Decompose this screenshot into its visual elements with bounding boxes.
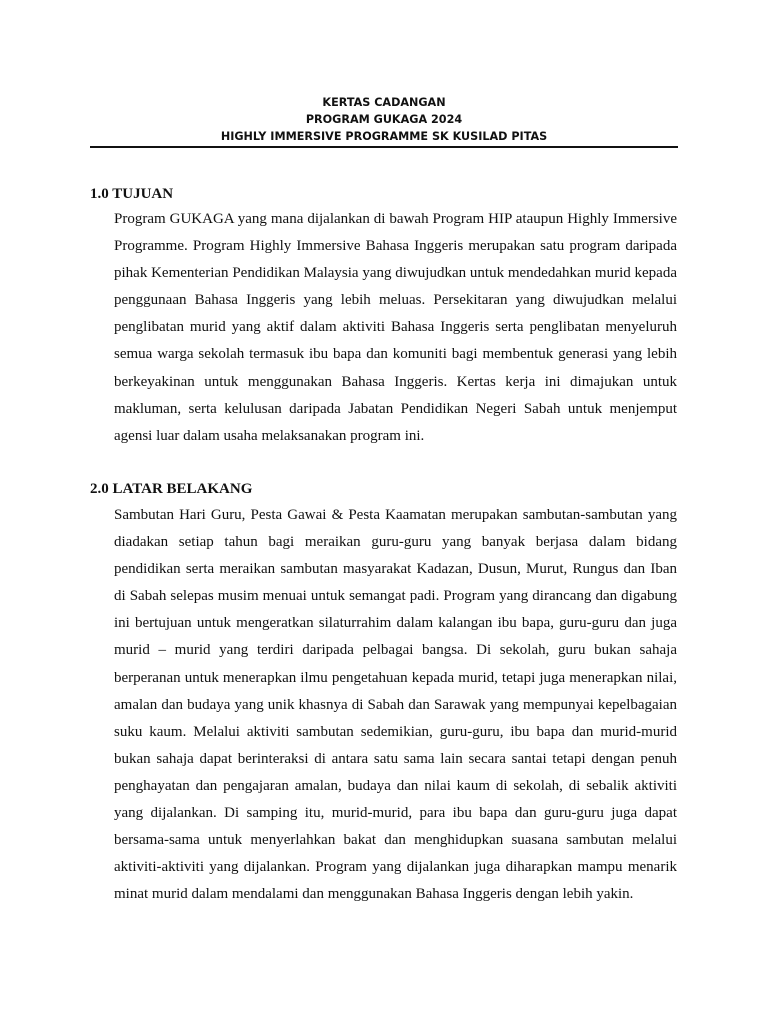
section-body-latar-belakang: Sambutan Hari Guru, Pesta Gawai & Pesta Kaamatan merupakan sambutan-sambutan yang diadakan setiap tahun bagi meraikan guru-guru yang banyak berjasa dalam bidang pendidikan serta meraikan sambutan masyarakat Kadazan, Dusun, Murut, Rungus dan Iban di Sabah selepas musim menuai untuk semangat padi. Program yang dirancang dan digabung ini bertujuan untuk mengeratkan silaturrahim dalam kalangan ibu bapa, guru-guru dan juga murid – murid yang terdiri daripada pelbagai bangsa. Di sekolah, guru bukan sahaja berperanan untuk menerapkan ilmu pengetahuan kepada murid, tetapi juga menerapkan nilai, amalan dan budaya yang unik khasnya di Sabah dan Sarawak yang mempunyai kepelbagaian suku kaum. Melalui aktiviti sambutan sedemikian, guru-guru, ibu bapa dan murid-murid bukan sahaja dapat berinteraksi di antara satu sama lain secara santai tetapi dengan penuh penghayatan dan pengajaran amalan, budaya dan nilai kaum di sekolah, di sebalik aktiviti yang dijalankan. Di samping itu, murid-murid, para ibu bapa dan guru-guru juga dapat bersama-sama untuk menyerlahkan bakat dan menghidupkan suasana sambutan melalui aktiviti-aktiviti yang dijalankan. Program yang dijalankan juga diharapkan mampu menarik minat murid dalam mendalami dan menggunakan Bahasa Inggeris dengan lebih yakin. [114,507,677,903]
header-program-name: PROGRAM GUKAGA 2024 [305,113,463,126]
section-heading-tujuan: 1.0 TUJUAN [90,186,174,202]
section-body-tujuan: Program GUKAGA yang mana dijalankan di bawah Program HIP ataupun Highly Immersive Programme. Program Highly Immersive Bahasa Inggeris merupakan satu program daripada pihak Kementerian Pendidikan Malaysia yang diwujudkan untuk mendedahkan murid kepada penggunaan Bahasa Inggeris yang lebih meluas. Persekitaran yang diwujudkan melalui penglibatan murid yang aktif dalam aktiviti Bahasa Inggeris serta penglibatan menyeluruh semua warga sekolah termasuk ibu bapa dan komuniti bagi membentuk generasi yang lebih berkeyakinan untuk menggunakan Bahasa Inggeris. Kertas kerja ini dimajukan untuk makluman, serta kelulusan daripada Jabatan Pendidikan Negeri Sabah untuk menjemput agensi luar dalam usaha melaksanakan program ini. [114,211,677,444]
section-heading-latar-belakang: 2.0 LATAR BELAKANG [90,481,253,497]
header-subtitle: HIGHLY IMMERSIVE PROGRAMME SK KUSILAD PITAS [220,130,548,143]
header-divider [90,146,678,148]
header-title: KERTAS CADANGAN [322,96,446,109]
document-header [90,94,678,145]
